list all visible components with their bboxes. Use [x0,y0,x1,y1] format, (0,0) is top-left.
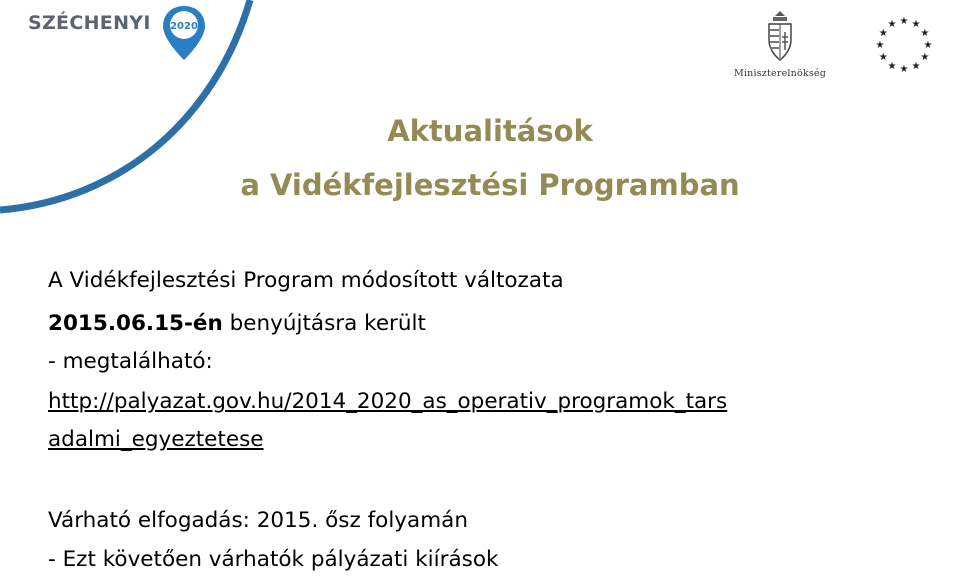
eu-star-icon: ★ [899,64,909,75]
eu-star-icon: ★ [911,60,921,72]
eu-star-icon: ★ [920,52,930,63]
body-line-2 [48,311,426,336]
eu-star-icon: ★ [878,28,888,39]
miniszterelnokseg-logo [726,10,834,84]
slide-title-line-1: Aktualitások [387,114,593,148]
eu-star-icon: ★ [887,19,897,31]
slide-title-line-2: a Vidékfejlesztési Programban [240,168,740,202]
szechenyi-logo-word: SZÉCHENYI [28,12,151,34]
eu-star-icon: ★ [911,19,921,31]
eu-star-icon: ★ [920,28,930,39]
eu-star-icon: ★ [887,60,897,72]
eu-star-icon: ★ [923,40,933,51]
body-line-calls-expected: - Ezt követően várhatók pályázati kiírások [48,547,499,572]
gov-logo-text: Miniszterelnökség [733,68,827,79]
body-line-expected-adoption: Várható elfogadás: 2015. ősz folyamán [48,508,468,533]
submission-date: 2015.06.15-én [48,311,223,336]
submission-text: benyújtásra került [222,311,426,336]
coat-of-arms-icon [766,10,794,64]
program-link-part-1[interactable]: http://palyazat.gov.hu/2014_2020_as_operativ_programok_tars [48,389,728,414]
eu-star-icon: ★ [878,52,888,63]
eu-star-icon: ★ [875,40,885,51]
logo-year: 2020 [170,21,198,32]
program-link-part-2[interactable]: adalmi_egyeztetese [48,427,264,452]
body-line-3: - megtalálható: [48,349,213,374]
body-line-1: A Vidékfejlesztési Program módosított változata [48,268,564,293]
eu-stars-icon [872,14,936,76]
eu-star-icon: ★ [899,16,909,27]
